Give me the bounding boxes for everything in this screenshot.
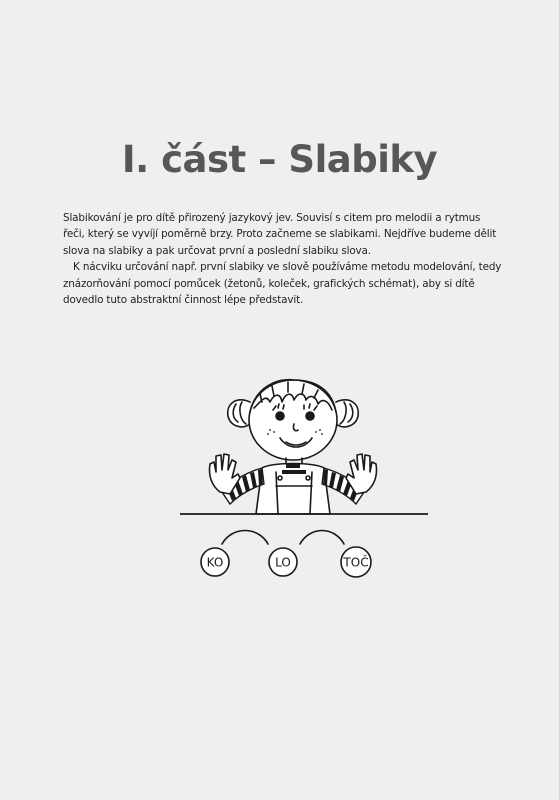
syllable-label-2: LO: [275, 555, 291, 570]
paragraph-2: K nácviku určování např. první slabiky ve slově používáme metodu modelování, tedy znázorňování pomocí pomůcek (žetonů, koleček, grafických schémat), aby si dítě dovedlo tuto abstraktní činnost lépe představit.: [63, 261, 502, 307]
page-title: I. část – Slabiky: [121, 138, 438, 181]
girl-syllables-illustration: [170, 368, 440, 588]
syllable-label-1: KO: [206, 555, 224, 570]
paragraph-1: Slabikování je pro dítě přirozený jazykový jev. Souvisí s citem pro melodii a rytmus řeči, který se vyvíjí poměrně brzy. Proto začneme se slabikami. Nejdříve budeme dělit slova na slabiky a pak určovat první a poslední slabiku slova.: [63, 212, 497, 257]
body-text: [63, 210, 505, 308]
syllable-label-3: TOČ: [343, 555, 369, 570]
